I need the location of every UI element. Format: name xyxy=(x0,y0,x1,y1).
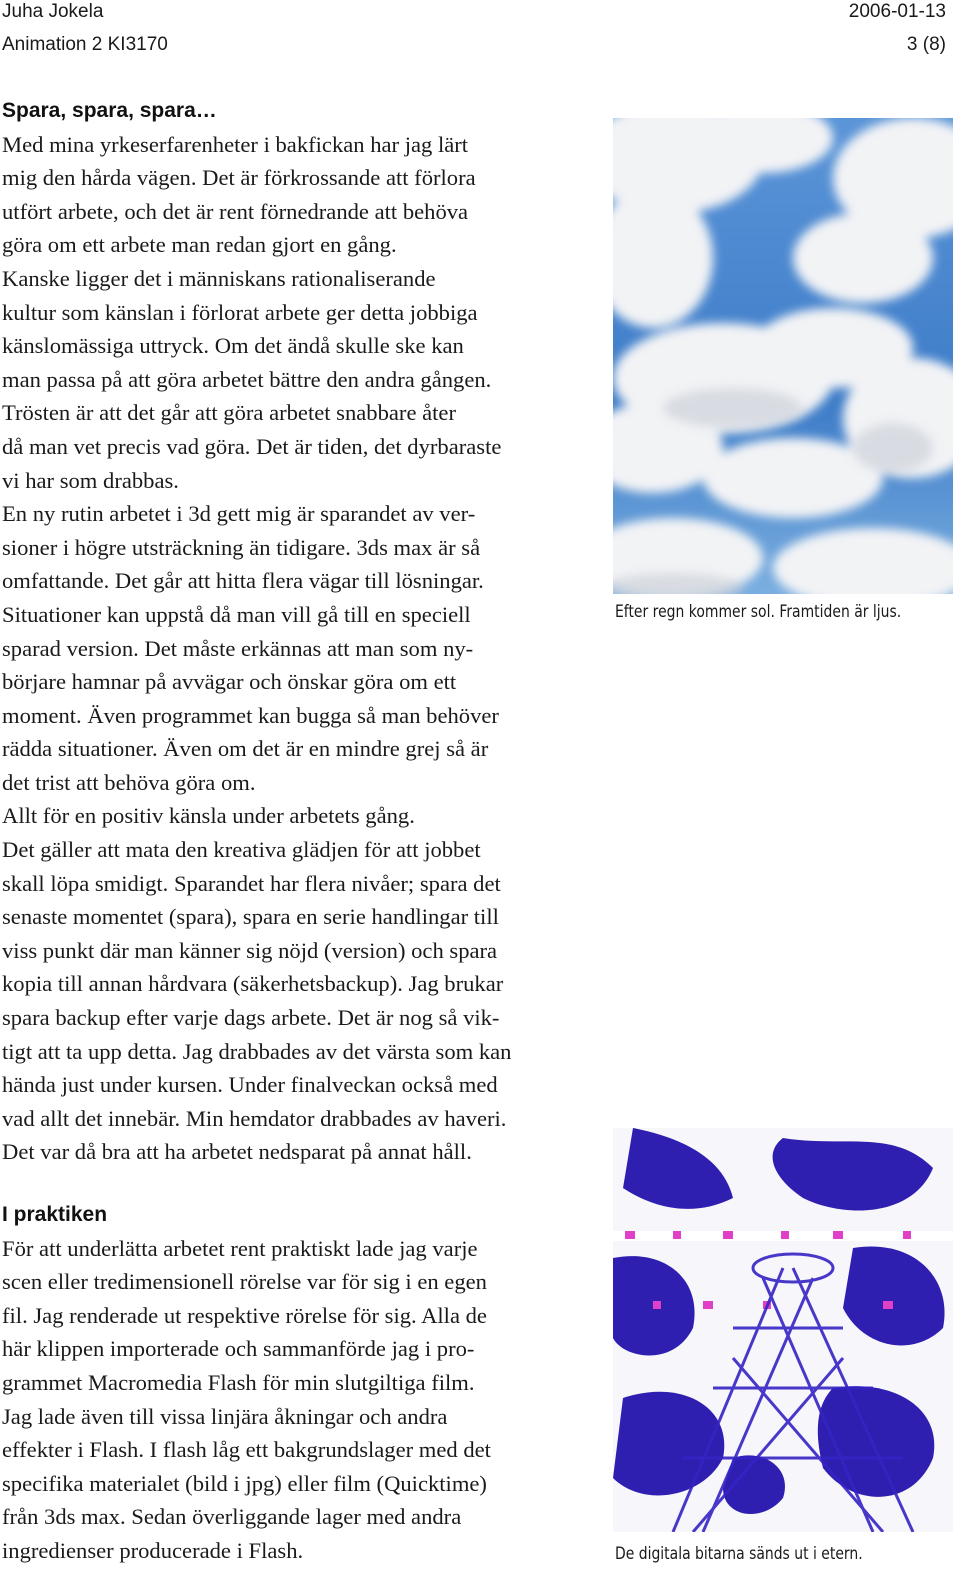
paragraph-line: ingredienser producerade i Flash. xyxy=(2,1537,304,1563)
paragraph-line: kopia till annan hårdvara (säkerhetsbackup). Jag brukar xyxy=(2,971,504,997)
paragraph-line: vad allt det innebär. Min hemdator drabbades av haveri. xyxy=(2,1105,507,1131)
author-name: Juha Jokela xyxy=(2,1,104,22)
paragraph-line: fil. Jag renderade ut respektive rörelse för sig. Alla de xyxy=(2,1302,487,1328)
page-number: 3 (8) xyxy=(906,34,946,55)
section-heading: Spara, spara, spara… xyxy=(2,99,217,122)
paragraph-line: Jag lade även till vissa linjära åkningar och andra xyxy=(2,1403,448,1429)
paragraph-line: man passa på att göra arbetet bättre den andra gången. xyxy=(2,366,492,392)
paragraph-line: Det gäller att mata den kreativa glädjen för att jobbet xyxy=(2,837,481,863)
paragraph-line: effekter i Flash. I flash låg ett bakgrundslager med det xyxy=(2,1437,491,1463)
paragraph-line: Trösten är att det går att göra arbetet snabbare åter xyxy=(2,400,456,426)
sky-image-caption: Efter regn kommer sol. Framtiden är ljus. xyxy=(615,602,902,622)
paragraph-line: tigt att ta upp detta. Jag drabbades av det värsta som kan xyxy=(2,1038,512,1064)
paragraph-line: kultur som känslan i förlorat arbete ger detta jobbiga xyxy=(2,299,478,325)
paragraph-line: Med mina yrkeserfarenheter i bakfickan har jag lärt xyxy=(2,131,469,157)
paragraph-line: scen eller tredimensionell rörelse var för sig i en egen xyxy=(2,1269,487,1295)
paragraph-line: Det var då bra att ha arbetet nedsparat på annat håll. xyxy=(2,1139,472,1165)
paragraph-line: specifika materialet (bild i jpg) eller film (Quicktime) xyxy=(2,1470,487,1496)
paragraph-line: omfattande. Det går att hitta flera vägar till lösningar. xyxy=(2,568,484,594)
section-body xyxy=(2,1232,602,1568)
paragraph-line: då man vet precis vad göra. Det är tiden, det dyrbaraste xyxy=(2,433,502,459)
paragraph-line: här klippen importerade och sammanförde jag i pro- xyxy=(2,1336,475,1362)
paragraph-line: börjare hamnar på avvägar och önskar göra om ett xyxy=(2,669,457,695)
document-date: 2006-01-13 xyxy=(848,1,946,22)
course-name: Animation 2 KI3170 xyxy=(2,34,168,55)
section-body xyxy=(2,128,602,1169)
paragraph-line: utfört arbete, och det är rent förnedrande att behöva xyxy=(2,198,469,224)
paragraph-line: Kanske ligger det i människans rationaliserande xyxy=(2,265,436,291)
paragraph-line: grammet Macromedia Flash för min slutgiltiga film. xyxy=(2,1369,475,1395)
section-in-practice xyxy=(2,1198,602,1568)
digital-bits-image xyxy=(613,1128,953,1532)
paragraph-line: Situationer kan uppstå då man vill gå till en speciell xyxy=(2,601,471,627)
paragraph-line: vi har som drabbas. xyxy=(2,467,179,493)
paragraph-line: skall löpa smidigt. Sparandet har flera nivåer; spara det xyxy=(2,870,501,896)
paragraph-line: hända just under kursen. Under finalveckan också med xyxy=(2,1072,498,1098)
paragraph-line: det trist att behöva göra om. xyxy=(2,769,256,795)
paragraph-line: sioner i högre utsträckning än tidigare. 3ds max är så xyxy=(2,534,481,560)
paragraph-line: mig den hårda vägen. Det är förkrossande att förlora xyxy=(2,165,476,191)
paragraph-line: viss punkt där man känner sig nöjd (version) och spara xyxy=(2,937,498,963)
section-heading: I praktiken xyxy=(2,1203,108,1226)
section-saving xyxy=(2,94,602,1169)
digital-image-caption: De digitala bitarna sänds ut i etern. xyxy=(615,1544,863,1564)
paragraph-line: från 3ds max. Sedan överliggande lager med andra xyxy=(2,1504,462,1530)
sky-clouds-image xyxy=(613,118,953,594)
paragraph-line: spara backup efter varje dags arbete. Det är nog så vik- xyxy=(2,1005,500,1031)
paragraph-line: sparad version. Det måste erkännas att man som ny- xyxy=(2,635,474,661)
paragraph-line: Allt för en positiv känsla under arbetets gång. xyxy=(2,803,415,829)
paragraph-line: göra om ett arbete man redan gjort en gång. xyxy=(2,232,397,258)
paragraph-line: För att underlätta arbetet rent praktiskt lade jag varje xyxy=(2,1235,478,1261)
paragraph-line: senaste momentet (spara), spara en serie handlingar till xyxy=(2,904,499,930)
paragraph-line: moment. Även programmet kan bugga så man behöver xyxy=(2,702,499,728)
paragraph-line: En ny rutin arbetet i 3d gett mig är sparandet av ver- xyxy=(2,501,476,527)
paragraph-line: känslomässiga uttryck. Om det ändå skulle ske kan xyxy=(2,333,464,359)
paragraph-line: rädda situationer. Även om det är en mindre grej så är xyxy=(2,736,489,762)
